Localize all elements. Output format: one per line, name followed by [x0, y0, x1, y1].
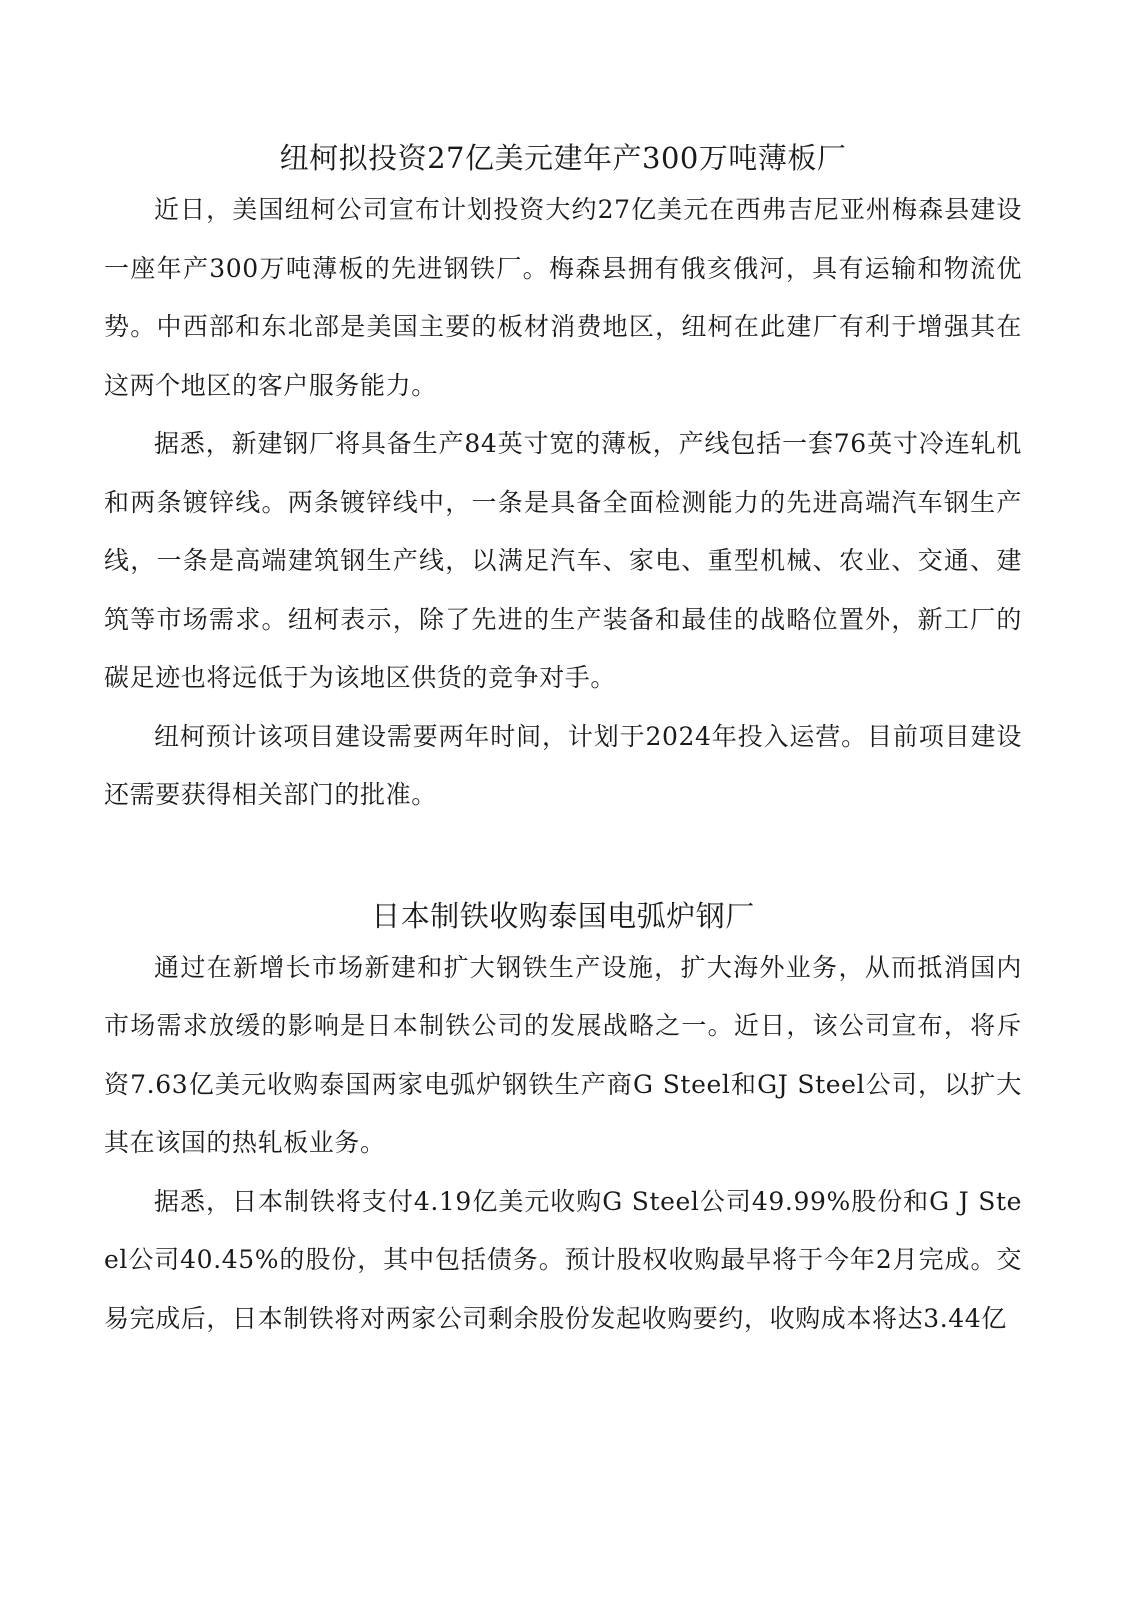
document-page [104, 138, 1022, 1348]
article-nucor [104, 138, 1022, 825]
article-nippon-steel [104, 896, 1022, 1349]
article-paragraph: 近日，美国纽柯公司宣布计划投资大约27亿美元在西弗吉尼亚州梅森县建设一座年产300万吨薄板的先进钢铁厂。梅森县拥有俄亥俄河，具有运输和物流优势。中西部和东北部是美国主要的板材消费地区，纽柯在此建厂有利于增强其在这两个地区的客户服务能力。 [104, 195, 1022, 400]
article-paragraph: 纽柯预计该项目建设需要两年时间，计划于2024年投入运营。目前项目建设还需要获得相关部门的批准。 [104, 721, 1022, 809]
article-paragraph: 据悉，新建钢厂将具备生产84英寸宽的薄板，产线包括一套76英寸冷连轧机和两条镀锌线。两条镀锌线中，一条是具备全面检测能力的先进高端汽车钢生产线，一条是高端建筑钢生产线，以满足汽车、家电、重型机械、农业、交通、建筑等市场需求。纽柯表示，除了先进的生产装备和最佳的战略位置外，新工厂的碳足迹也将远低于为该地区供货的竞争对手。 [104, 429, 1022, 692]
article-title: 纽柯拟投资27亿美元建年产300万吨薄板厂 [279, 141, 847, 175]
article-paragraph: 通过在新增长市场新建和扩大钢铁生产设施，扩大海外业务，从而抵消国内市场需求放缓的影响是日本制铁公司的发展战略之一。近日，该公司宣布，将斥资7.63亿美元收购泰国两家电弧炉钢铁生产商G Steel和GJ Steel公司，以扩大其在该国的热轧板业务。 [104, 952, 1022, 1157]
article-title: 日本制铁收购泰国电弧炉钢厂 [371, 898, 755, 933]
article-paragraph: 据悉，日本制铁将支付4.19亿美元收购G Steel公司49.99%股份和G J Steel公司40.45%的股份，其中包括债务。预计股权收购最早将于今年2月完成。交易完成后，日本制铁将对两家公司剩余股份发起收购要约，收购成本将达3.44亿 [104, 1186, 1022, 1333]
